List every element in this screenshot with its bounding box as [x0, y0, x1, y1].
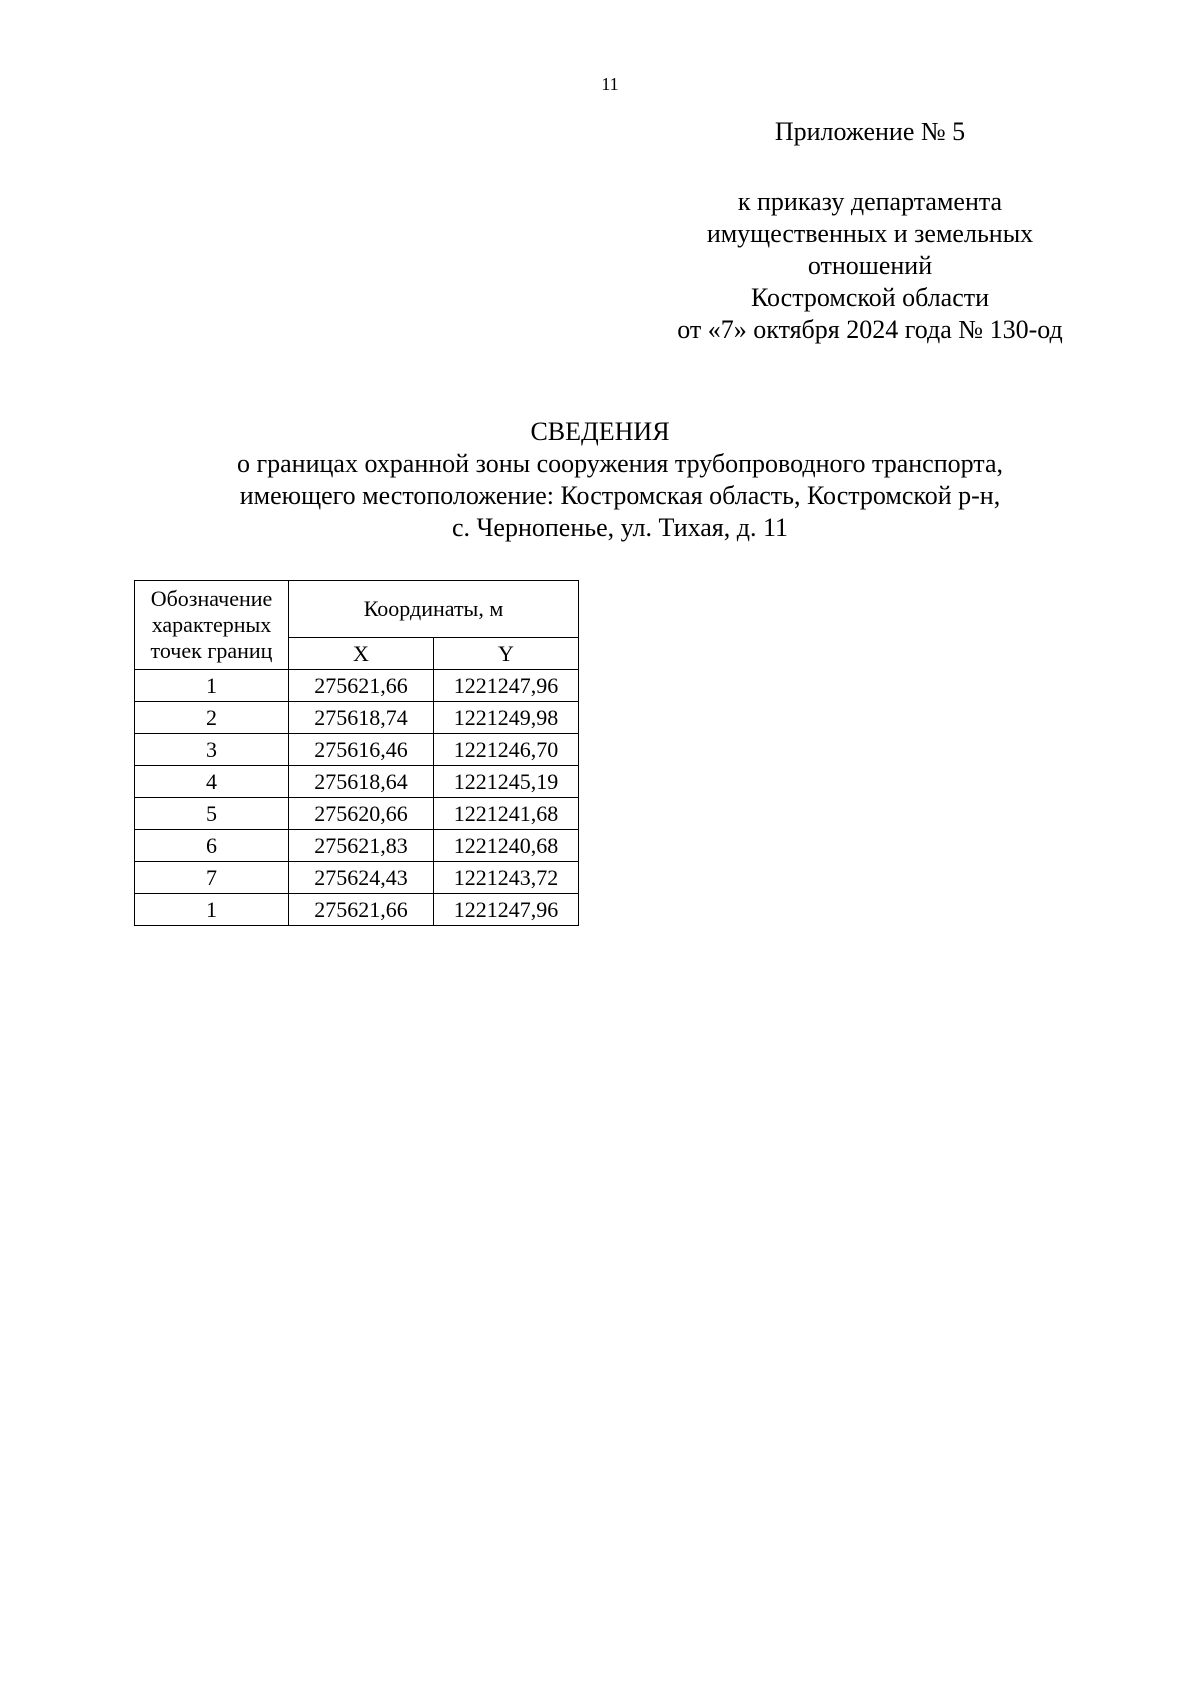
point-cell: 6 [135, 830, 289, 862]
appendix-title: Приложение № 5 [774, 117, 966, 146]
x-cell: 275618,64 [289, 766, 434, 798]
appendix-reference [620, 186, 1120, 346]
appendix-reference-line: от «7» октября 2024 года № 130-од [677, 315, 1063, 344]
point-cell: 5 [135, 798, 289, 830]
document-subtitle-line: о границах охранной зоны сооружения трубопроводного транспорта, [236, 449, 1004, 478]
y-cell: 1221247,96 [434, 670, 579, 702]
x-cell: 275620,66 [289, 798, 434, 830]
y-cell: 1221245,19 [434, 766, 579, 798]
y-cell: 1221249,98 [434, 702, 579, 734]
table-row [135, 670, 579, 702]
y-cell: 1221247,96 [434, 894, 579, 926]
y-cell: 1221243,72 [434, 862, 579, 894]
point-header-line: характерных [151, 612, 272, 637]
appendix-reference-line: Костромской области [750, 283, 990, 312]
x-cell: 275621,66 [289, 670, 434, 702]
point-cell: 1 [135, 670, 289, 702]
appendix-reference-line: имущественных и земельных [706, 219, 1034, 248]
point-cell: 3 [135, 734, 289, 766]
document-subtitle [0, 448, 1200, 544]
x-cell: 275621,66 [289, 894, 434, 926]
table-header-row [135, 581, 579, 638]
point-header-line: Обозначение [150, 586, 273, 611]
table-row [135, 830, 579, 862]
page-number: 11 [601, 74, 619, 94]
appendix-reference-line: к приказу департамента [737, 187, 1003, 216]
table-row [135, 734, 579, 766]
point-cell: 7 [135, 862, 289, 894]
x-column-header: X [289, 638, 434, 670]
point-designation-header [135, 581, 289, 670]
table-row [135, 702, 579, 734]
document-subtitle-line: имеющего местоположение: Костромская область, Костромской р-н, [239, 481, 1001, 510]
point-cell: 4 [135, 766, 289, 798]
appendix-reference-line: отношений [807, 251, 933, 280]
table-row [135, 798, 579, 830]
y-cell: 1221240,68 [434, 830, 579, 862]
y-cell: 1221241,68 [434, 798, 579, 830]
point-cell: 1 [135, 894, 289, 926]
coordinates-header: Координаты, м [289, 581, 579, 638]
table-row [135, 766, 579, 798]
x-cell: 275618,74 [289, 702, 434, 734]
point-header-line: точек границ [150, 638, 273, 663]
y-cell: 1221246,70 [434, 734, 579, 766]
table-row [135, 894, 579, 926]
document-subtitle-line: с. Чернопенье, ул. Тихая, д. 11 [451, 513, 789, 542]
x-cell: 275621,83 [289, 830, 434, 862]
table-row [135, 862, 579, 894]
x-cell: 275616,46 [289, 734, 434, 766]
coordinates-table [134, 580, 579, 926]
document-title: СВЕДЕНИЯ [530, 417, 670, 446]
point-cell: 2 [135, 702, 289, 734]
y-column-header: Y [434, 638, 579, 670]
x-cell: 275624,43 [289, 862, 434, 894]
